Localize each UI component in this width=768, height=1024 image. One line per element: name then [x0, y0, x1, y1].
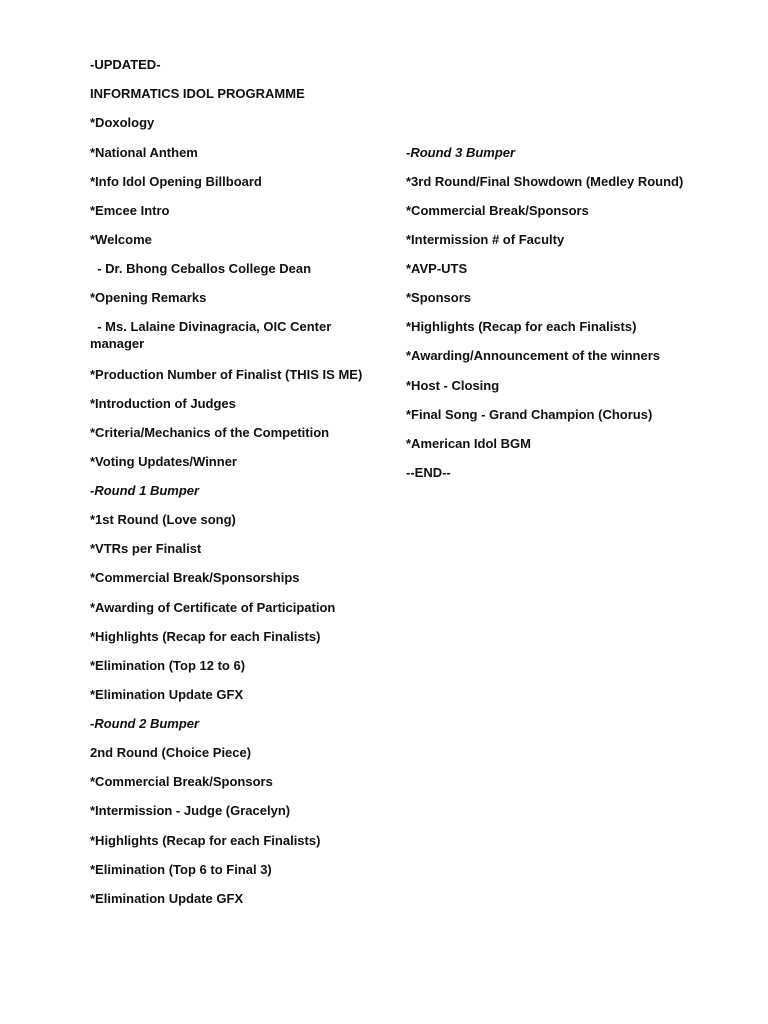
programme-item: *Commercial Break/Sponsorships — [90, 570, 300, 585]
programme-item: *Welcome — [90, 232, 152, 247]
bumper-prefix: - — [90, 716, 95, 731]
programme-item: *1st Round (Love song) — [90, 512, 236, 527]
bumper-prefix: - — [406, 145, 411, 160]
programme-item: *National Anthem — [90, 145, 198, 160]
programme-item: *VTRs per Finalist — [90, 541, 202, 556]
programme-item: *Production Number of Finalist (THIS IS ME) — [90, 367, 363, 382]
programme-item: *Highlights (Recap for each Finalists) — [90, 629, 321, 644]
programme-item: *American Idol BGM — [406, 436, 531, 451]
programme-item: *Commercial Break/Sponsors — [90, 774, 273, 789]
programme-item: *Sponsors — [406, 290, 472, 305]
programme-item: *Highlights (Recap for each Finalists) — [406, 319, 637, 334]
programme-item: *Host - Closing — [406, 378, 500, 393]
programme-item: *Elimination Update GFX — [90, 687, 244, 702]
programme-item: 2nd Round (Choice Piece) — [90, 745, 252, 760]
programme-item: *Introduction of Judges — [90, 396, 236, 411]
bumper-label: Round 3 Bumper — [410, 145, 516, 160]
programme-subitem: - Ms. Lalaine Divinagracia, OIC Center manager — [90, 319, 335, 351]
round-bumper — [90, 715, 199, 732]
programme-item: *Emcee Intro — [90, 203, 170, 218]
programme-item: *Intermission - Judge (Gracelyn) — [90, 803, 291, 818]
round-bumper — [406, 144, 515, 161]
programme-item: *Voting Updates/Winner — [90, 454, 237, 469]
bumper-label: Round 1 Bumper — [94, 483, 200, 498]
update-marker: -UPDATED- — [90, 57, 161, 72]
programme-item: *Highlights (Recap for each Finalists) — [90, 833, 321, 848]
programme-item: *Elimination Update GFX — [90, 891, 244, 906]
bumper-prefix: - — [90, 483, 95, 498]
programme-item: *Elimination (Top 6 to Final 3) — [90, 862, 272, 877]
bumper-label: Round 2 Bumper — [94, 716, 200, 731]
programme-item: *Doxology — [90, 115, 155, 130]
programme-item: *Awarding/Announcement of the winners — [406, 348, 661, 363]
programme-item: *Criteria/Mechanics of the Competition — [90, 425, 330, 440]
programme-subitem: - Dr. Bhong Ceballos College Dean — [90, 261, 312, 276]
round-bumper — [90, 482, 199, 499]
programme-item: *Opening Remarks — [90, 290, 207, 305]
programme-item: *Final Song - Grand Champion (Chorus) — [406, 407, 653, 422]
programme-title: INFORMATICS IDOL PROGRAMME — [90, 86, 305, 101]
programme-item: *Commercial Break/Sponsors — [406, 203, 589, 218]
programme-item: *Elimination (Top 12 to 6) — [90, 658, 246, 673]
programme-item: *Info Idol Opening Billboard — [90, 174, 262, 189]
end-marker: --END-- — [406, 465, 451, 480]
programme-item: *Intermission # of Faculty — [406, 232, 565, 247]
programme-item: *AVP-UTS — [406, 261, 468, 276]
programme-item: *Awarding of Certificate of Participation — [90, 600, 336, 615]
programme-item: *3rd Round/Final Showdown (Medley Round) — [406, 174, 684, 189]
